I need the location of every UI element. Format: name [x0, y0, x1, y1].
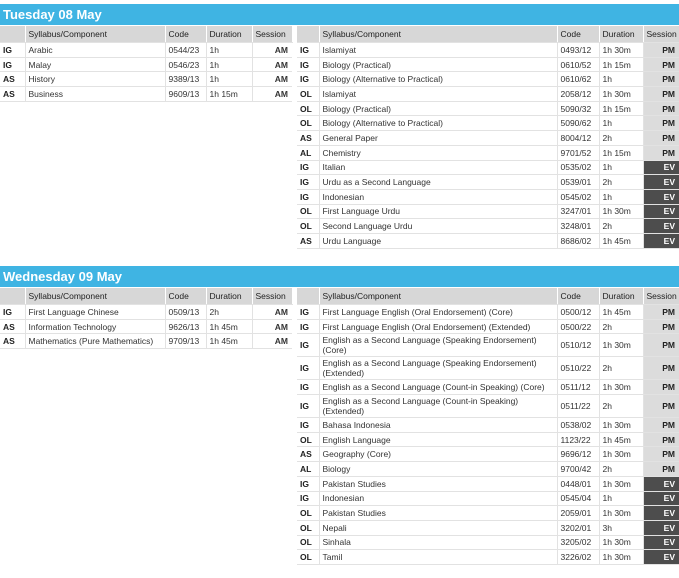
- syllabus-cell: Sinhala: [319, 535, 557, 550]
- session-badge: EV: [643, 175, 679, 190]
- tuesday-right-table: [297, 26, 679, 249]
- table-row: [297, 432, 679, 447]
- level-cell: IG: [297, 319, 319, 334]
- duration-cell: 1h: [599, 491, 643, 506]
- session-badge: EV: [643, 233, 679, 248]
- syllabus-cell: Business: [25, 87, 165, 102]
- session-badge: PM: [643, 87, 679, 102]
- level-cell: AS: [297, 447, 319, 462]
- level-cell: AS: [0, 319, 25, 334]
- duration-cell: 1h 45m: [206, 334, 252, 349]
- code-cell: 0493/12: [557, 43, 599, 58]
- table-row: [297, 550, 679, 565]
- duration-cell: 1h 30m: [599, 43, 643, 58]
- level-cell: OL: [297, 535, 319, 550]
- duration-header: Duration: [206, 26, 252, 43]
- table-row: [297, 175, 679, 190]
- duration-cell: 1h 45m: [599, 305, 643, 320]
- duration-cell: 1h 30m: [599, 380, 643, 395]
- code-cell: 9696/12: [557, 447, 599, 462]
- level-cell: OL: [297, 219, 319, 234]
- duration-cell: 2h: [599, 357, 643, 380]
- syllabus-cell: Bahasa Indonesia: [319, 418, 557, 433]
- duration-cell: 1h: [206, 57, 252, 72]
- session-badge: PM: [643, 57, 679, 72]
- syllabus-cell: First Language Urdu: [319, 204, 557, 219]
- syllabus-cell: Urdu Language: [319, 233, 557, 248]
- code-cell: 0539/01: [557, 175, 599, 190]
- duration-cell: 1h: [599, 189, 643, 204]
- syllabus-cell: History: [25, 72, 165, 87]
- code-cell: 0610/62: [557, 72, 599, 87]
- session-badge: PM: [643, 418, 679, 433]
- session-badge: PM: [643, 432, 679, 447]
- syllabus-cell: Islamiyat: [319, 87, 557, 102]
- table-row: [0, 305, 292, 320]
- duration-cell: 3h: [599, 520, 643, 535]
- level-cell: AS: [297, 131, 319, 146]
- session-badge: EV: [643, 219, 679, 234]
- duration-header: Duration: [599, 26, 643, 43]
- duration-cell: 2h: [599, 319, 643, 334]
- syllabus-cell: Chemistry: [319, 145, 557, 160]
- table-row: [297, 305, 679, 320]
- session-badge: PM: [643, 116, 679, 131]
- syllabus-cell: English as a Second Language (Speaking Endorsement) (Core): [319, 334, 557, 357]
- header-row: [0, 26, 292, 43]
- syllabus-cell: Pakistan Studies: [319, 506, 557, 521]
- level-header: [297, 288, 319, 305]
- duration-header: Duration: [206, 288, 252, 305]
- duration-cell: 1h 15m: [599, 145, 643, 160]
- code-cell: 0448/01: [557, 476, 599, 491]
- code-cell: 9700/42: [557, 462, 599, 477]
- table-row: [0, 319, 292, 334]
- duration-header: Duration: [599, 288, 643, 305]
- code-cell: 9609/13: [165, 87, 206, 102]
- syllabus-cell: Geography (Core): [319, 447, 557, 462]
- level-cell: AS: [297, 233, 319, 248]
- code-cell: 0500/12: [557, 305, 599, 320]
- duration-cell: 2h: [599, 219, 643, 234]
- table-row: [297, 535, 679, 550]
- tuesday-header: Tuesday 08 May: [0, 4, 679, 25]
- code-cell: 9701/52: [557, 145, 599, 160]
- syllabus-cell: First Language English (Oral Endorsement) (Extended): [319, 319, 557, 334]
- header-row: [0, 288, 292, 305]
- level-cell: IG: [297, 491, 319, 506]
- session-badge: PM: [643, 145, 679, 160]
- table-row: [297, 43, 679, 58]
- syllabus-header: Syllabus/Component: [25, 26, 165, 43]
- session-badge: AM: [252, 57, 292, 72]
- level-cell: OL: [297, 204, 319, 219]
- code-cell: 0545/02: [557, 189, 599, 204]
- session-header: Session: [643, 288, 679, 305]
- session-badge: PM: [643, 319, 679, 334]
- table-row: [297, 116, 679, 131]
- table-row: [297, 462, 679, 477]
- syllabus-cell: Italian: [319, 160, 557, 175]
- syllabus-cell: English as a Second Language (Speaking Endorsement) (Extended): [319, 357, 557, 380]
- level-cell: AS: [0, 334, 25, 349]
- syllabus-cell: Biology (Practical): [319, 101, 557, 116]
- duration-cell: 1h 30m: [599, 535, 643, 550]
- table-row: [297, 204, 679, 219]
- table-row: [297, 72, 679, 87]
- code-cell: 0535/02: [557, 160, 599, 175]
- syllabus-cell: General Paper: [319, 131, 557, 146]
- level-cell: AS: [0, 72, 25, 87]
- code-cell: 2058/12: [557, 87, 599, 102]
- table-row: [297, 160, 679, 175]
- session-badge: PM: [643, 462, 679, 477]
- code-cell: 0610/52: [557, 57, 599, 72]
- syllabus-header: Syllabus/Component: [319, 288, 557, 305]
- code-cell: 0511/22: [557, 395, 599, 418]
- table-row: [297, 506, 679, 521]
- duration-cell: 1h 15m: [206, 87, 252, 102]
- duration-cell: 2h: [599, 131, 643, 146]
- duration-cell: 1h 30m: [599, 476, 643, 491]
- code-cell: 3248/01: [557, 219, 599, 234]
- level-cell: IG: [297, 160, 319, 175]
- session-badge: EV: [643, 520, 679, 535]
- table-row: [297, 334, 679, 357]
- syllabus-cell: Mathematics (Pure Mathematics): [25, 334, 165, 349]
- code-cell: 0500/22: [557, 319, 599, 334]
- table-row: [297, 476, 679, 491]
- session-badge: PM: [643, 101, 679, 116]
- syllabus-cell: Nepali: [319, 520, 557, 535]
- session-badge: EV: [643, 476, 679, 491]
- session-badge: AM: [252, 319, 292, 334]
- level-cell: AS: [0, 87, 25, 102]
- level-cell: IG: [0, 43, 25, 58]
- duration-cell: 2h: [599, 462, 643, 477]
- duration-cell: 2h: [599, 175, 643, 190]
- code-cell: 0545/04: [557, 491, 599, 506]
- level-cell: IG: [297, 334, 319, 357]
- session-badge: PM: [643, 131, 679, 146]
- table-row: [297, 395, 679, 418]
- wednesday-left-table: [0, 288, 293, 349]
- code-cell: 8004/12: [557, 131, 599, 146]
- session-badge: PM: [643, 447, 679, 462]
- level-header: [297, 26, 319, 43]
- level-cell: AL: [297, 462, 319, 477]
- level-cell: AL: [297, 145, 319, 160]
- level-cell: IG: [297, 189, 319, 204]
- session-badge: PM: [643, 334, 679, 357]
- session-badge: PM: [643, 357, 679, 380]
- session-badge: PM: [643, 380, 679, 395]
- session-badge: EV: [643, 189, 679, 204]
- session-badge: EV: [643, 535, 679, 550]
- level-cell: IG: [297, 43, 319, 58]
- session-badge: AM: [252, 87, 292, 102]
- session-badge: AM: [252, 305, 292, 320]
- syllabus-cell: English as a Second Language (Count-in Speaking) (Extended): [319, 395, 557, 418]
- code-cell: 0538/02: [557, 418, 599, 433]
- code-cell: 2059/01: [557, 506, 599, 521]
- syllabus-cell: Biology (Practical): [319, 57, 557, 72]
- table-row: [297, 357, 679, 380]
- code-cell: 0510/12: [557, 334, 599, 357]
- table-row: [297, 189, 679, 204]
- code-cell: 1123/22: [557, 432, 599, 447]
- level-header: [0, 288, 25, 305]
- code-header: Code: [557, 288, 599, 305]
- header-row: [297, 26, 679, 43]
- code-cell: 5090/62: [557, 116, 599, 131]
- session-header: Session: [252, 288, 292, 305]
- duration-cell: 1h 30m: [599, 418, 643, 433]
- session-badge: EV: [643, 506, 679, 521]
- syllabus-cell: First Language English (Oral Endorsement) (Core): [319, 305, 557, 320]
- session-badge: EV: [643, 204, 679, 219]
- syllabus-header: Syllabus/Component: [319, 26, 557, 43]
- duration-cell: 1h 30m: [599, 87, 643, 102]
- level-cell: OL: [297, 550, 319, 565]
- table-row: [0, 57, 292, 72]
- syllabus-cell: First Language Chinese: [25, 305, 165, 320]
- table-row: [297, 57, 679, 72]
- table-row: [297, 145, 679, 160]
- level-header: [0, 26, 25, 43]
- code-cell: 3205/02: [557, 535, 599, 550]
- session-badge: PM: [643, 72, 679, 87]
- level-cell: IG: [297, 476, 319, 491]
- table-row: [0, 72, 292, 87]
- syllabus-cell: Biology: [319, 462, 557, 477]
- duration-cell: 2h: [206, 305, 252, 320]
- level-cell: OL: [297, 432, 319, 447]
- code-cell: 9626/13: [165, 319, 206, 334]
- table-row: [297, 520, 679, 535]
- session-badge: AM: [252, 334, 292, 349]
- level-cell: OL: [297, 87, 319, 102]
- duration-cell: 1h 30m: [599, 204, 643, 219]
- syllabus-cell: Arabic: [25, 43, 165, 58]
- session-badge: EV: [643, 550, 679, 565]
- code-cell: 5090/32: [557, 101, 599, 116]
- syllabus-cell: Information Technology: [25, 319, 165, 334]
- session-badge: EV: [643, 160, 679, 175]
- level-cell: IG: [297, 305, 319, 320]
- session-badge: PM: [643, 305, 679, 320]
- syllabus-cell: English Language: [319, 432, 557, 447]
- table-row: [297, 447, 679, 462]
- code-cell: 8686/02: [557, 233, 599, 248]
- duration-cell: 1h 45m: [206, 319, 252, 334]
- syllabus-cell: Indonesian: [319, 189, 557, 204]
- code-cell: 0546/23: [165, 57, 206, 72]
- syllabus-cell: Second Language Urdu: [319, 219, 557, 234]
- level-cell: OL: [297, 506, 319, 521]
- table-row: [297, 101, 679, 116]
- table-row: [0, 43, 292, 58]
- code-cell: 0509/13: [165, 305, 206, 320]
- level-cell: IG: [297, 57, 319, 72]
- session-badge: AM: [252, 43, 292, 58]
- duration-cell: 1h 15m: [599, 57, 643, 72]
- code-cell: 3202/01: [557, 520, 599, 535]
- level-cell: IG: [0, 305, 25, 320]
- level-cell: IG: [297, 395, 319, 418]
- table-row: [297, 219, 679, 234]
- session-badge: EV: [643, 491, 679, 506]
- duration-cell: 1h: [599, 160, 643, 175]
- session-badge: PM: [643, 43, 679, 58]
- syllabus-cell: Biology (Alternative to Practical): [319, 116, 557, 131]
- level-cell: OL: [297, 520, 319, 535]
- level-cell: IG: [297, 72, 319, 87]
- code-cell: 3226/02: [557, 550, 599, 565]
- session-header: Session: [252, 26, 292, 43]
- syllabus-cell: Indonesian: [319, 491, 557, 506]
- wednesday-header: Wednesday 09 May: [0, 266, 679, 287]
- duration-cell: 2h: [599, 395, 643, 418]
- duration-cell: 1h 15m: [599, 101, 643, 116]
- code-header: Code: [165, 288, 206, 305]
- table-row: [297, 491, 679, 506]
- table-row: [297, 319, 679, 334]
- level-cell: OL: [297, 116, 319, 131]
- code-cell: 0544/23: [165, 43, 206, 58]
- level-cell: IG: [297, 418, 319, 433]
- table-row: [297, 233, 679, 248]
- code-cell: 3247/01: [557, 204, 599, 219]
- code-cell: 9389/13: [165, 72, 206, 87]
- table-row: [297, 131, 679, 146]
- syllabus-cell: Urdu as a Second Language: [319, 175, 557, 190]
- duration-cell: 1h 45m: [599, 432, 643, 447]
- table-row: [297, 380, 679, 395]
- syllabus-header: Syllabus/Component: [25, 288, 165, 305]
- duration-cell: 1h: [206, 43, 252, 58]
- code-header: Code: [557, 26, 599, 43]
- duration-cell: 1h 30m: [599, 334, 643, 357]
- duration-cell: 1h 30m: [599, 506, 643, 521]
- table-row: [297, 418, 679, 433]
- syllabus-cell: Malay: [25, 57, 165, 72]
- code-cell: 0510/22: [557, 357, 599, 380]
- level-cell: IG: [297, 175, 319, 190]
- level-cell: IG: [0, 57, 25, 72]
- syllabus-cell: English as a Second Language (Count-in Speaking) (Core): [319, 380, 557, 395]
- duration-cell: 1h: [599, 116, 643, 131]
- duration-cell: 1h 45m: [599, 233, 643, 248]
- session-badge: AM: [252, 72, 292, 87]
- session-header: Session: [643, 26, 679, 43]
- wednesday-right-table: [297, 288, 679, 565]
- duration-cell: 1h: [206, 72, 252, 87]
- level-cell: IG: [297, 380, 319, 395]
- level-cell: IG: [297, 357, 319, 380]
- table-row: [0, 334, 292, 349]
- table-row: [297, 87, 679, 102]
- session-badge: PM: [643, 395, 679, 418]
- header-row: [297, 288, 679, 305]
- tuesday-left-table: [0, 26, 293, 102]
- duration-cell: 1h 30m: [599, 550, 643, 565]
- duration-cell: 1h 30m: [599, 447, 643, 462]
- table-row: [0, 87, 292, 102]
- syllabus-cell: Islamiyat: [319, 43, 557, 58]
- syllabus-cell: Pakistan Studies: [319, 476, 557, 491]
- syllabus-cell: Biology (Alternative to Practical): [319, 72, 557, 87]
- code-cell: 9709/13: [165, 334, 206, 349]
- level-cell: OL: [297, 101, 319, 116]
- duration-cell: 1h: [599, 72, 643, 87]
- code-cell: 0511/12: [557, 380, 599, 395]
- code-header: Code: [165, 26, 206, 43]
- syllabus-cell: Tamil: [319, 550, 557, 565]
